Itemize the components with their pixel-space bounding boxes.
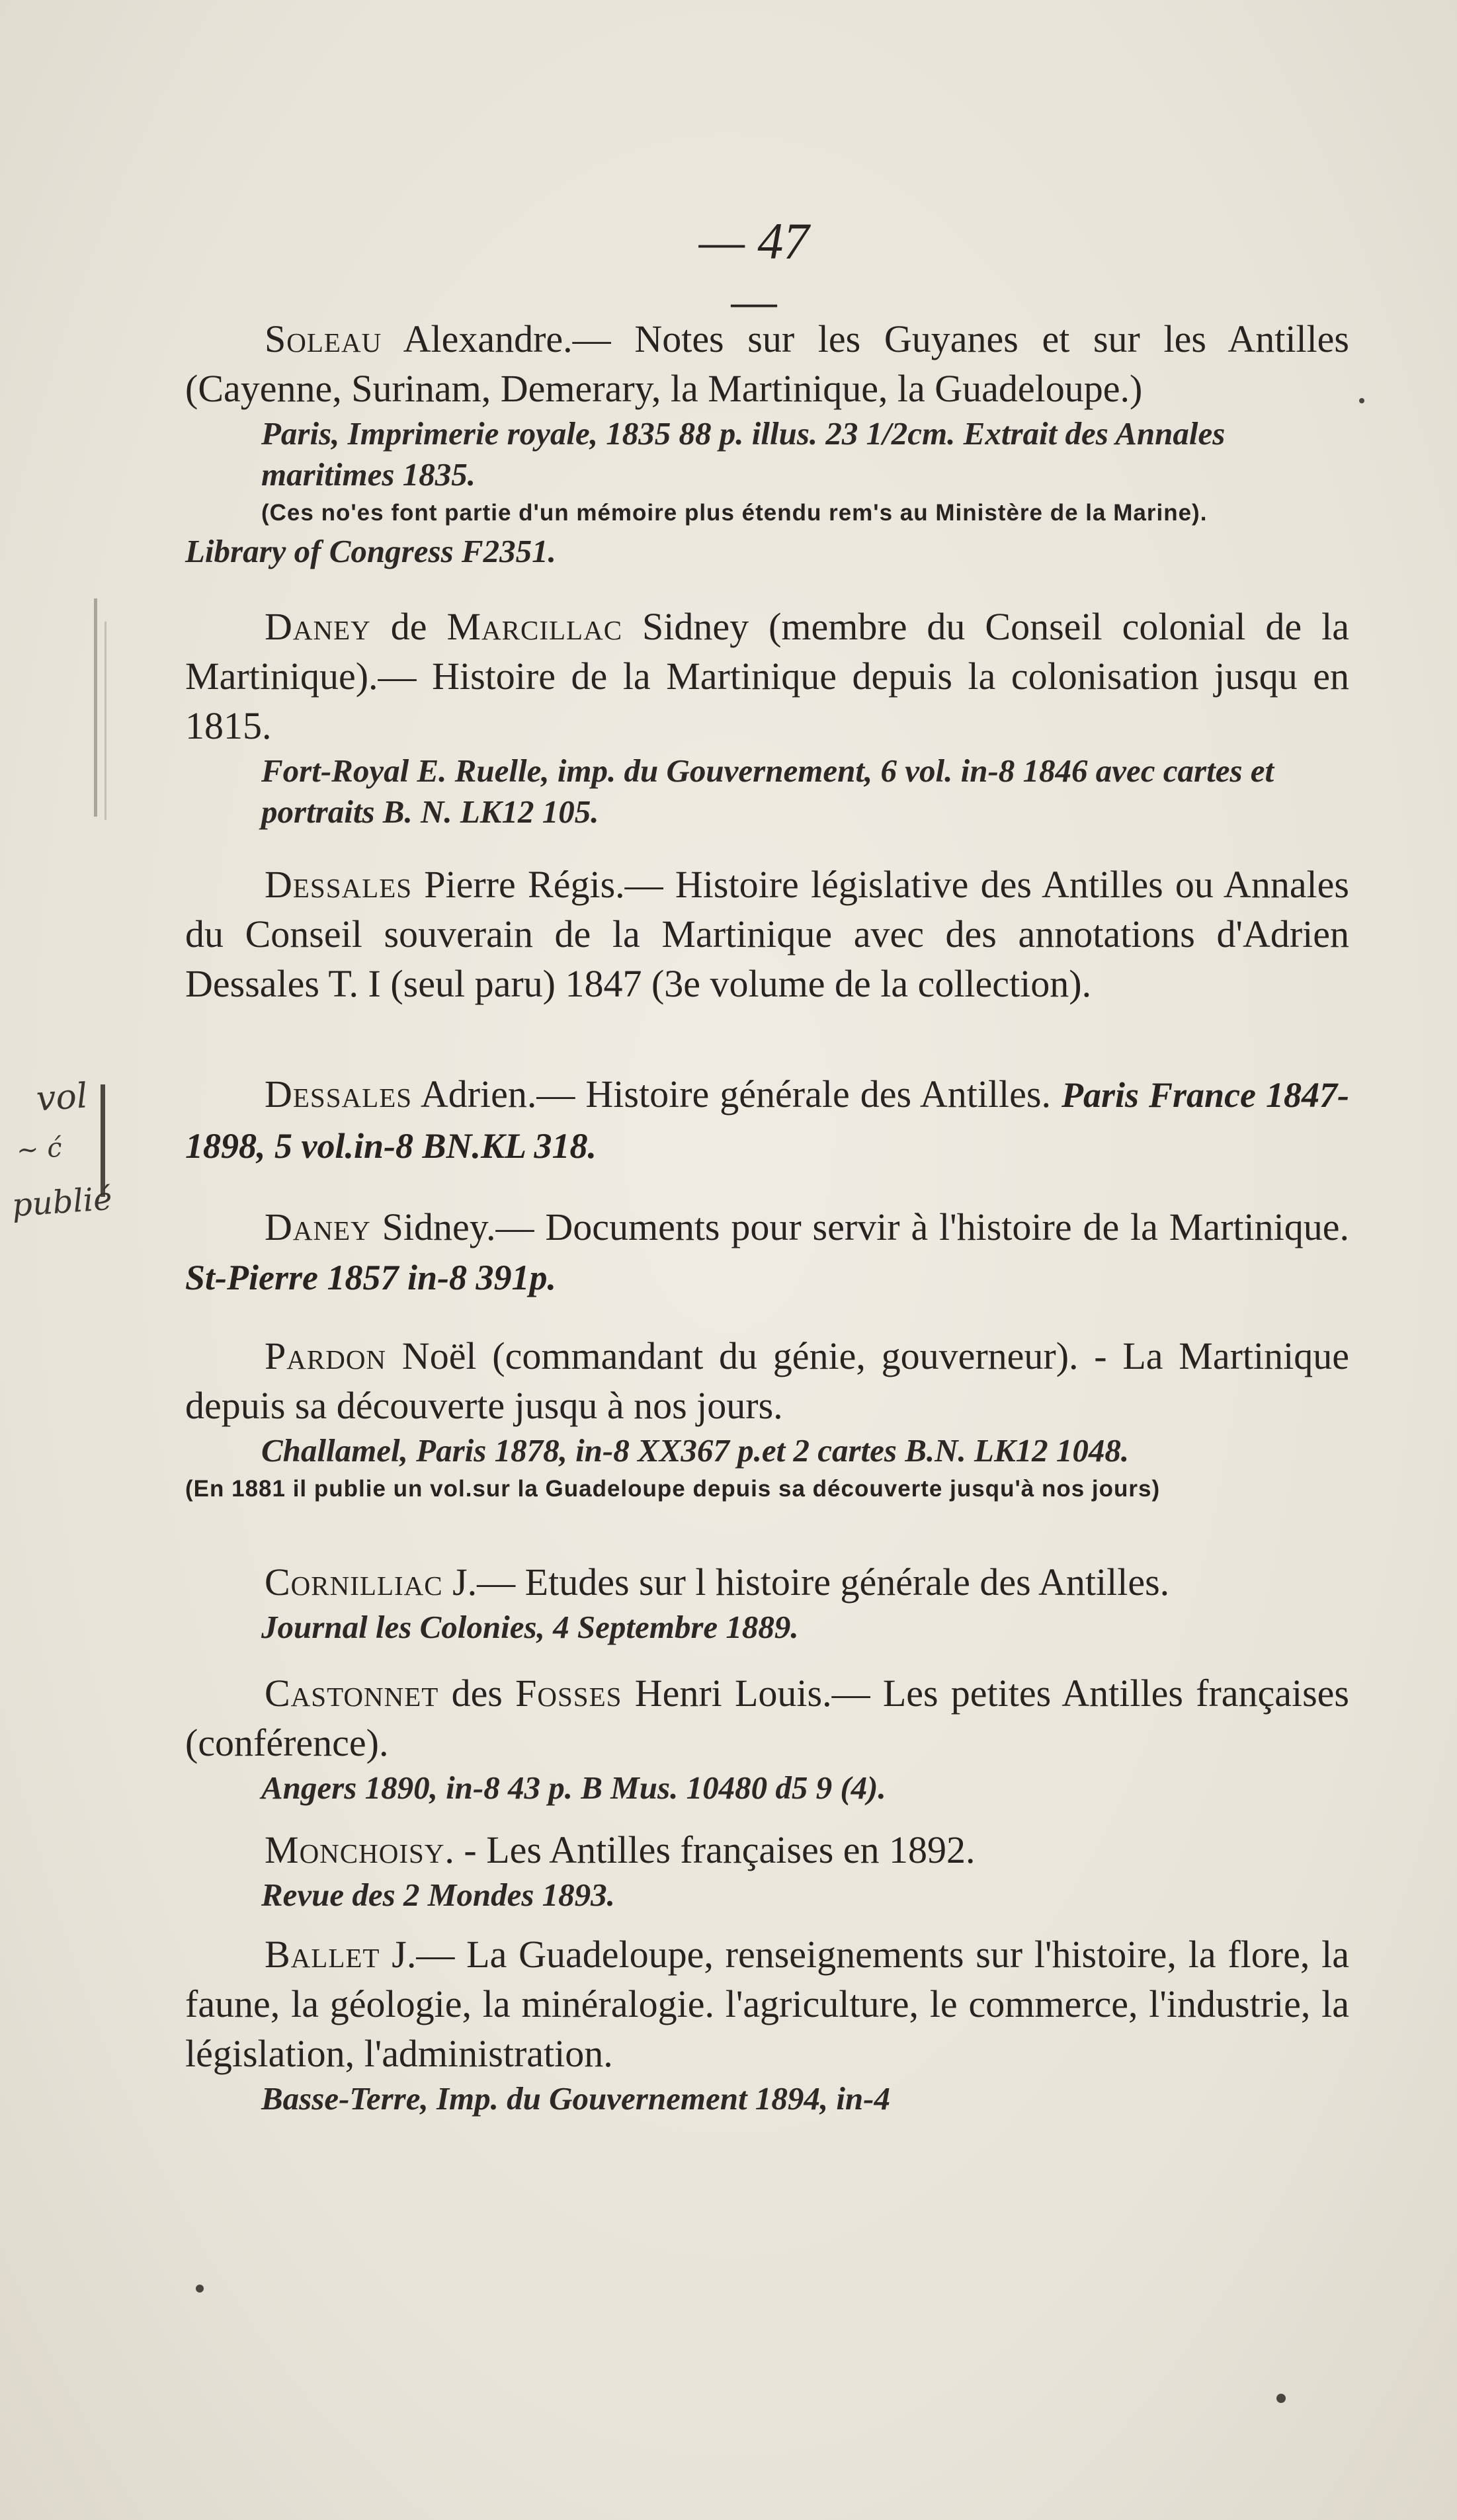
entry-author: Pardon [265,1334,387,1377]
ink-speck [1276,2394,1286,2403]
margin-handwriting: vol [35,1076,89,1119]
bibliography-entry [185,1557,1349,1648]
entry-imprint: Paris France 1847-1898, 5 vol.in-8 BN.KL 318. [185,1075,1349,1166]
bibliography-entry: Castonnet des Fosses Henri Louis.— Les petites Antilles françaises (conférence). Angers 1890, in-8 43 p. B Mus. 10480 d5 9 (4). [185,1668,1349,1809]
entry-imprint: Basse-Terre, Imp. du Gouvernement 1894, in-4 [261,2080,891,2117]
entry-note: (Ces no'es font partie d'un mémoire plus étendu rem's au Ministère de la Marine). [261,500,1208,526]
entry-author: Dessales [265,1073,413,1116]
entry-imprint: Revue des 2 Mondes 1893. [261,1877,615,1913]
entry-author: Dessales [265,863,413,906]
bibliography-entry [185,1069,1349,1171]
entry-text: J.— Etudes sur l histoire générale des Antilles. [442,1561,1170,1604]
margin-mark-bar [94,598,97,817]
margin-handwriting: ~ ć [15,1132,63,1166]
margin-mark-bar [104,622,106,820]
entry-text: Sidney.— Documents pour servir à l'histoire de la Martinique. [370,1205,1349,1248]
entry-author: Ballet [265,1933,380,1976]
bibliography-entry [185,860,1349,1008]
entry-imprint: Fort-Royal E. Ruelle, imp. du Gouvernement, 6 vol. in-8 1846 avec cartes et portraits B. N. LK12 105. [261,752,1274,830]
entry-imprint: St-Pierre 1857 in-8 391p. [185,1258,556,1297]
entry-author: Daney [265,1205,371,1248]
entry-imprint: Challamel, Paris 1878, in-8 XX367 p.et 2 cartes B.N. LK12 1048. [261,1432,1130,1469]
entry-author: Monchoisy [265,1828,445,1871]
entry-text: Pierre Régis.— Histoire législative des Antilles ou Annales du Conseil souverain de la Martinique avec des annotations d'Adrien Dessales T. I (seul paru) 1847 (3e volume de la collection). [185,863,1349,1005]
ink-speck [1359,398,1364,403]
entry-author: Cornilliac [265,1561,443,1604]
page-number: — 47 — [698,212,810,329]
entry-text: . - Les Antilles françaises en 1892. [444,1828,976,1871]
entry-author-2: Fosses [515,1672,622,1715]
entry-imprint: Paris, Imprimerie royale, 1835 88 p. illus. 23 1/2cm. Extrait des Annales maritimes 1835. [261,415,1226,493]
entry-text: Henri Louis.— Les petites Antilles françaises (conférence). [185,1672,1349,1764]
bibliography-entry [185,314,1349,572]
bibliography-entry [185,1825,1349,1916]
entry-author-2: Marcillac [446,605,623,648]
entry-author: Soleau [265,317,382,360]
ink-speck [196,2285,204,2293]
entry-text: J.— La Guadeloupe, renseignements sur l'histoire, la flore, la faune, la géologie, la minéralogie. l'agriculture, le commerce, l'industrie, la législation, l'administration. [185,1933,1349,2075]
entry-text: Alexandre.— Notes sur les Guyanes et sur les Antilles (Cayenne, Surinam, Demerary, la Martinique, la Guadeloupe.) [185,317,1349,410]
entry-text: Sidney (membre du Conseil colonial de la Martinique).— Histoire de la Martinique depuis la colonisation jusqu en 1815. [185,605,1349,747]
bibliography-entry: Daney de Marcillac Sidney (membre du Conseil colonial de la Martinique).— Histoire de la Martinique depuis la colonisation jusqu en 1815. Fort-Royal E. Ruelle, imp. du Gouvernement, 6 vol. in-8 1846 avec cartes et portraits B. N. LK12 105. [185,602,1349,833]
entry-text: Adrien.— Histoire générale des Antilles. [412,1073,1062,1116]
entry-imprint: Angers 1890, in-8 43 p. B Mus. 10480 d5 9 (4). [261,1769,886,1806]
bibliography-entry [185,1202,1349,1303]
bibliography-entry [185,1930,1349,2119]
bibliography-entry [185,1331,1349,1507]
entry-library: Library of Congress F2351. [185,533,556,569]
entry-note: (En 1881 il publie un vol.sur la Guadeloupe depuis sa découverte jusqu'à nos jours) [185,1476,1161,1502]
entry-text: Noël (commandant du génie, gouverneur). - La Martinique depuis sa découverte jusqu à nos jours. [185,1334,1349,1427]
margin-handwriting: publié [11,1180,114,1225]
entry-author: Castonnet [265,1672,439,1715]
entry-author: Daney [265,605,371,648]
entry-imprint: Journal les Colonies, 4 Septembre 1889. [261,1609,799,1645]
